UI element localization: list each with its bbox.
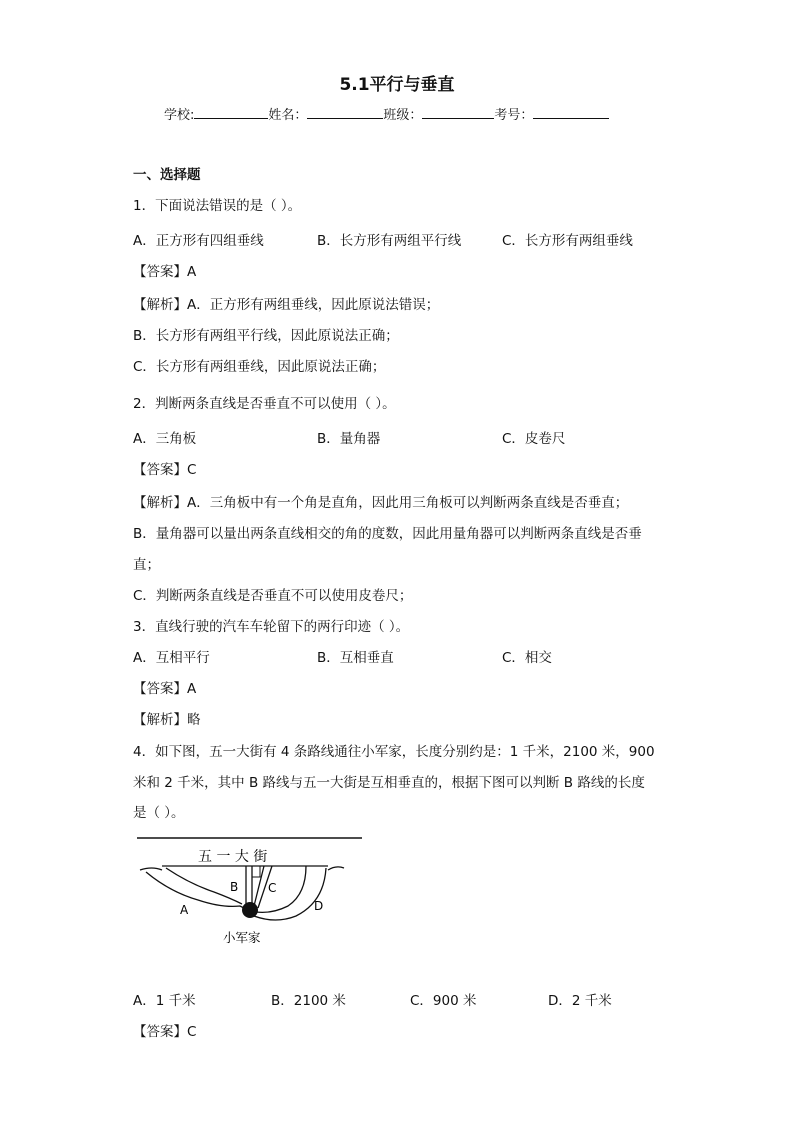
school-label: 学校:: [164, 108, 195, 123]
street-label: 五 一 大 街: [198, 849, 268, 865]
home-dot: [242, 902, 258, 918]
page-title: 5.1平行与垂直: [339, 75, 455, 95]
right-angle-mark: [252, 866, 260, 877]
q2-analysis-3: 直；: [133, 557, 160, 573]
q4-option-a: A．1 千米: [133, 993, 196, 1009]
q2-option-b: B．量角器: [317, 431, 381, 447]
school-blank: [194, 107, 268, 119]
q2-analysis-2: B．量角器可以量出两条直线相交的角的度数，因此用量角器可以判断两条直线是否垂: [133, 526, 642, 542]
q3-answer: 【答案】A: [133, 681, 197, 697]
q2-analysis-4: C．判断两条直线是否垂直不可以使用皮卷尺；: [133, 588, 413, 604]
section-heading: 一、选择题: [133, 167, 201, 183]
q4-option-b: B．2100 米: [271, 993, 346, 1009]
q3-stem: 3．直线行驶的汽车车轮留下的两行印迹（ ）。: [133, 619, 410, 635]
q1-option-a: A．正方形有四组垂线: [133, 233, 264, 249]
route-a-label: A: [180, 903, 189, 917]
q4-stem-2: 米和 2 千米，其中 B 路线与五一大街是互相垂直的，根据下图可以判断 B 路线的长度: [133, 775, 645, 791]
q3-analysis-1: 【解析】略: [133, 712, 201, 728]
q2-analysis-1: 【解析】A．三角板中有一个角是直角，因此用三角板可以判断两条直线是否垂直；: [133, 495, 629, 511]
class-blank: [422, 107, 494, 119]
q3-option-b: B．互相垂直: [317, 650, 394, 666]
q3-option-c: C．相交: [502, 650, 552, 666]
q4-stem-1: 4．如下图，五一大街有 4 条路线通往小军家，长度分别约是：1 千米，2100 米，900: [133, 744, 655, 760]
q2-stem: 2．判断两条直线是否垂直不可以使用（ ）。: [133, 396, 396, 412]
q4-stem-3: 是（ ）。: [133, 805, 185, 821]
number-blank: [533, 107, 609, 119]
number-label: 考号：: [494, 108, 534, 123]
route-c-label: C: [268, 881, 277, 895]
student-info-line: [164, 104, 609, 123]
q2-answer: 【答案】C: [133, 462, 197, 478]
q1-option-c: C．长方形有两组垂线: [502, 233, 633, 249]
q4-answer: 【答案】C: [133, 1024, 197, 1040]
q1-option-b: B．长方形有两组平行线: [317, 233, 462, 249]
route-d-label: D: [314, 899, 324, 913]
name-label: 姓名：: [268, 108, 308, 123]
street-edge-right: [328, 867, 344, 870]
q1-analysis-1: 【解析】A．正方形有两组垂线，因此原说法错误；: [133, 297, 440, 313]
street-edge-left: [140, 868, 162, 870]
q2-option-c: C．皮卷尺: [502, 431, 566, 447]
name-blank: [307, 107, 383, 119]
q2-option-a: A．三角板: [133, 431, 197, 447]
route-c-line-1: [254, 866, 264, 906]
route-map-figure: [130, 830, 370, 950]
q1-analysis-2: B．长方形有两组平行线，因此原说法正确；: [133, 328, 399, 344]
q1-answer: 【答案】A: [133, 264, 197, 280]
q1-stem: 1．下面说法错误的是（ ）。: [133, 198, 302, 214]
q1-analysis-3: C．长方形有两组垂线，因此原说法正确；: [133, 359, 386, 375]
route-d-inner: [256, 866, 306, 912]
route-b-label: B: [230, 880, 239, 894]
class-label: 班级：: [383, 108, 423, 123]
q3-option-a: A．互相平行: [133, 650, 210, 666]
q4-option-c: C．900 米: [410, 993, 477, 1009]
home-label: 小军家: [223, 930, 261, 945]
q4-option-d: D．2 千米: [548, 993, 612, 1009]
